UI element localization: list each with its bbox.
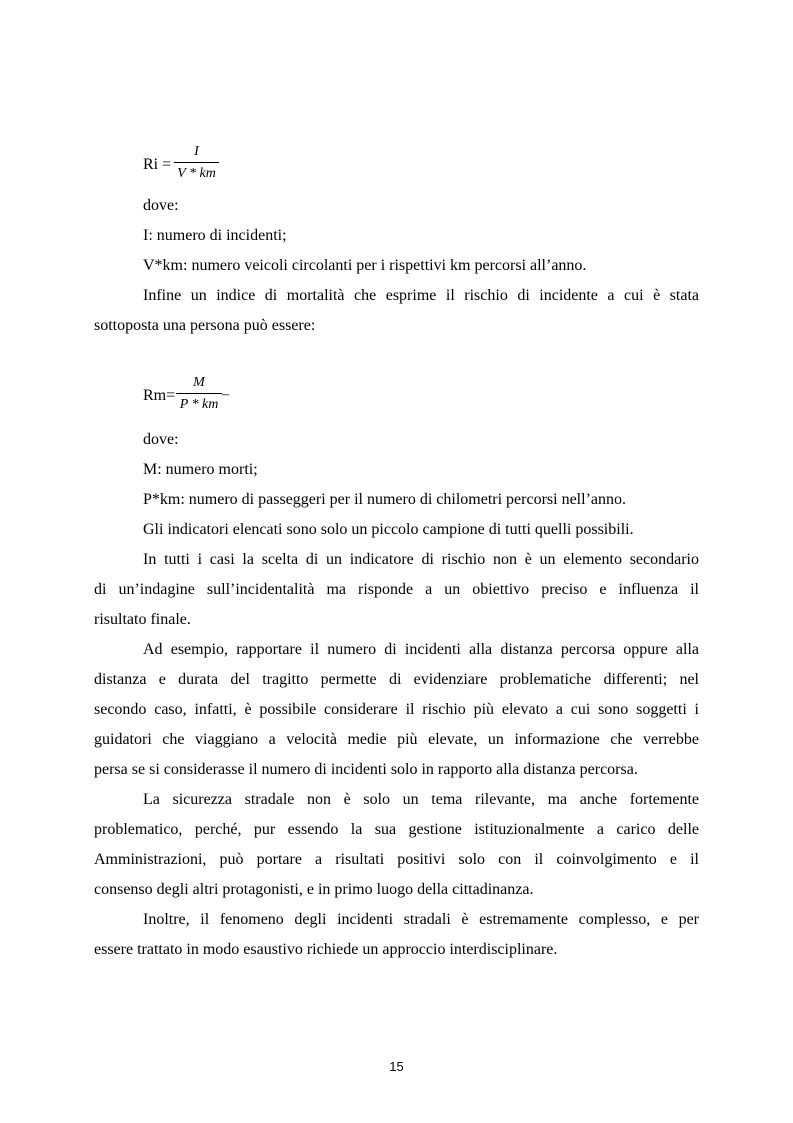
formula-ri-numerator: I xyxy=(194,144,199,159)
dove-label: dove: xyxy=(143,431,179,448)
dove-label: dove: xyxy=(143,197,179,214)
formula-rm-numerator: M xyxy=(193,375,205,390)
paragraph-sicurezza-line: La sicurezza stradale non è solo un tema rilevante, ma anche fortemente xyxy=(143,791,699,808)
formula-rm-trailing-dash: – xyxy=(222,387,229,402)
paragraph-esempio-line: guidatori che viaggiano a velocità medie più elevate, un informazione che verrebbe xyxy=(94,731,699,748)
definition-pkm: P*km: numero di passeggeri per il numero di chilometri percorsi nell’anno. xyxy=(143,491,626,508)
paragraph-infine-line: sottoposta una persona può essere: xyxy=(94,317,316,334)
formula-rm-denominator: P * km xyxy=(179,397,219,412)
paragraph-tutti-line: di un’indagine sull’incidentalità ma risponde a un obiettivo preciso e influenza il xyxy=(94,581,699,598)
paragraph-inoltre-line: Inoltre, il fenomeno degli incidenti stradali è estremamente complesso, e per xyxy=(143,911,699,928)
paragraph-esempio-line: distanza e durata del tragitto permette di evidenziare problematiche differenti; nel xyxy=(94,671,699,688)
paragraph-sicurezza-line: Amministrazioni, può portare a risultati positivi solo con il coinvolgimento e il xyxy=(94,851,699,868)
definition-i: I: numero di incidenti; xyxy=(143,227,287,244)
page-number: 15 xyxy=(389,1059,404,1074)
formula-rm-lhs: Rm= xyxy=(143,387,176,404)
paragraph-esempio-line: persa se si considerasse il numero di incidenti solo in rapporto alla distanza percorsa. xyxy=(94,761,638,778)
paragraph-esempio-line: Ad esempio, rapportare il numero di incidenti alla distanza percorsa oppure alla xyxy=(143,641,699,658)
definition-m: M: numero morti; xyxy=(143,461,258,478)
formula-ri-lhs: Ri = xyxy=(143,156,172,173)
paragraph-tutti-line: risultato finale. xyxy=(94,611,191,628)
formula-ri-denominator: V * km xyxy=(177,166,216,181)
paragraph-infine-line: Infine un indice di mortalità che esprime il rischio di incidente a cui è stata xyxy=(143,287,699,304)
definition-vkm: V*km: numero veicoli circolanti per i rispettivi km percorsi all’anno. xyxy=(143,257,587,274)
paragraph-esempio-line: secondo caso, infatti, è possibile considerare il rischio più elevato a cui sono soggetti i xyxy=(94,701,699,718)
paragraph-sicurezza-line: consenso degli altri protagonisti, e in primo luogo della cittadinanza. xyxy=(94,881,534,898)
formula-ri xyxy=(143,145,233,190)
paragraph-sicurezza-line: problematico, perché, pur essendo la sua gestione istituzionalmente a carico delle xyxy=(94,821,699,838)
formula-ri-fraction xyxy=(174,145,219,181)
formula-rm-fraction xyxy=(176,376,222,412)
paragraph-inoltre-line: essere trattato in modo esaustivo richiede un approccio interdisciplinare. xyxy=(94,941,558,958)
paragraph-indicatori: Gli indicatori elencati sono solo un piccolo campione di tutti quelli possibili. xyxy=(143,521,634,538)
paragraph-tutti-line: In tutti i casi la scelta di un indicatore di rischio non è un elemento secondario xyxy=(143,551,699,568)
formula-rm xyxy=(143,376,243,421)
